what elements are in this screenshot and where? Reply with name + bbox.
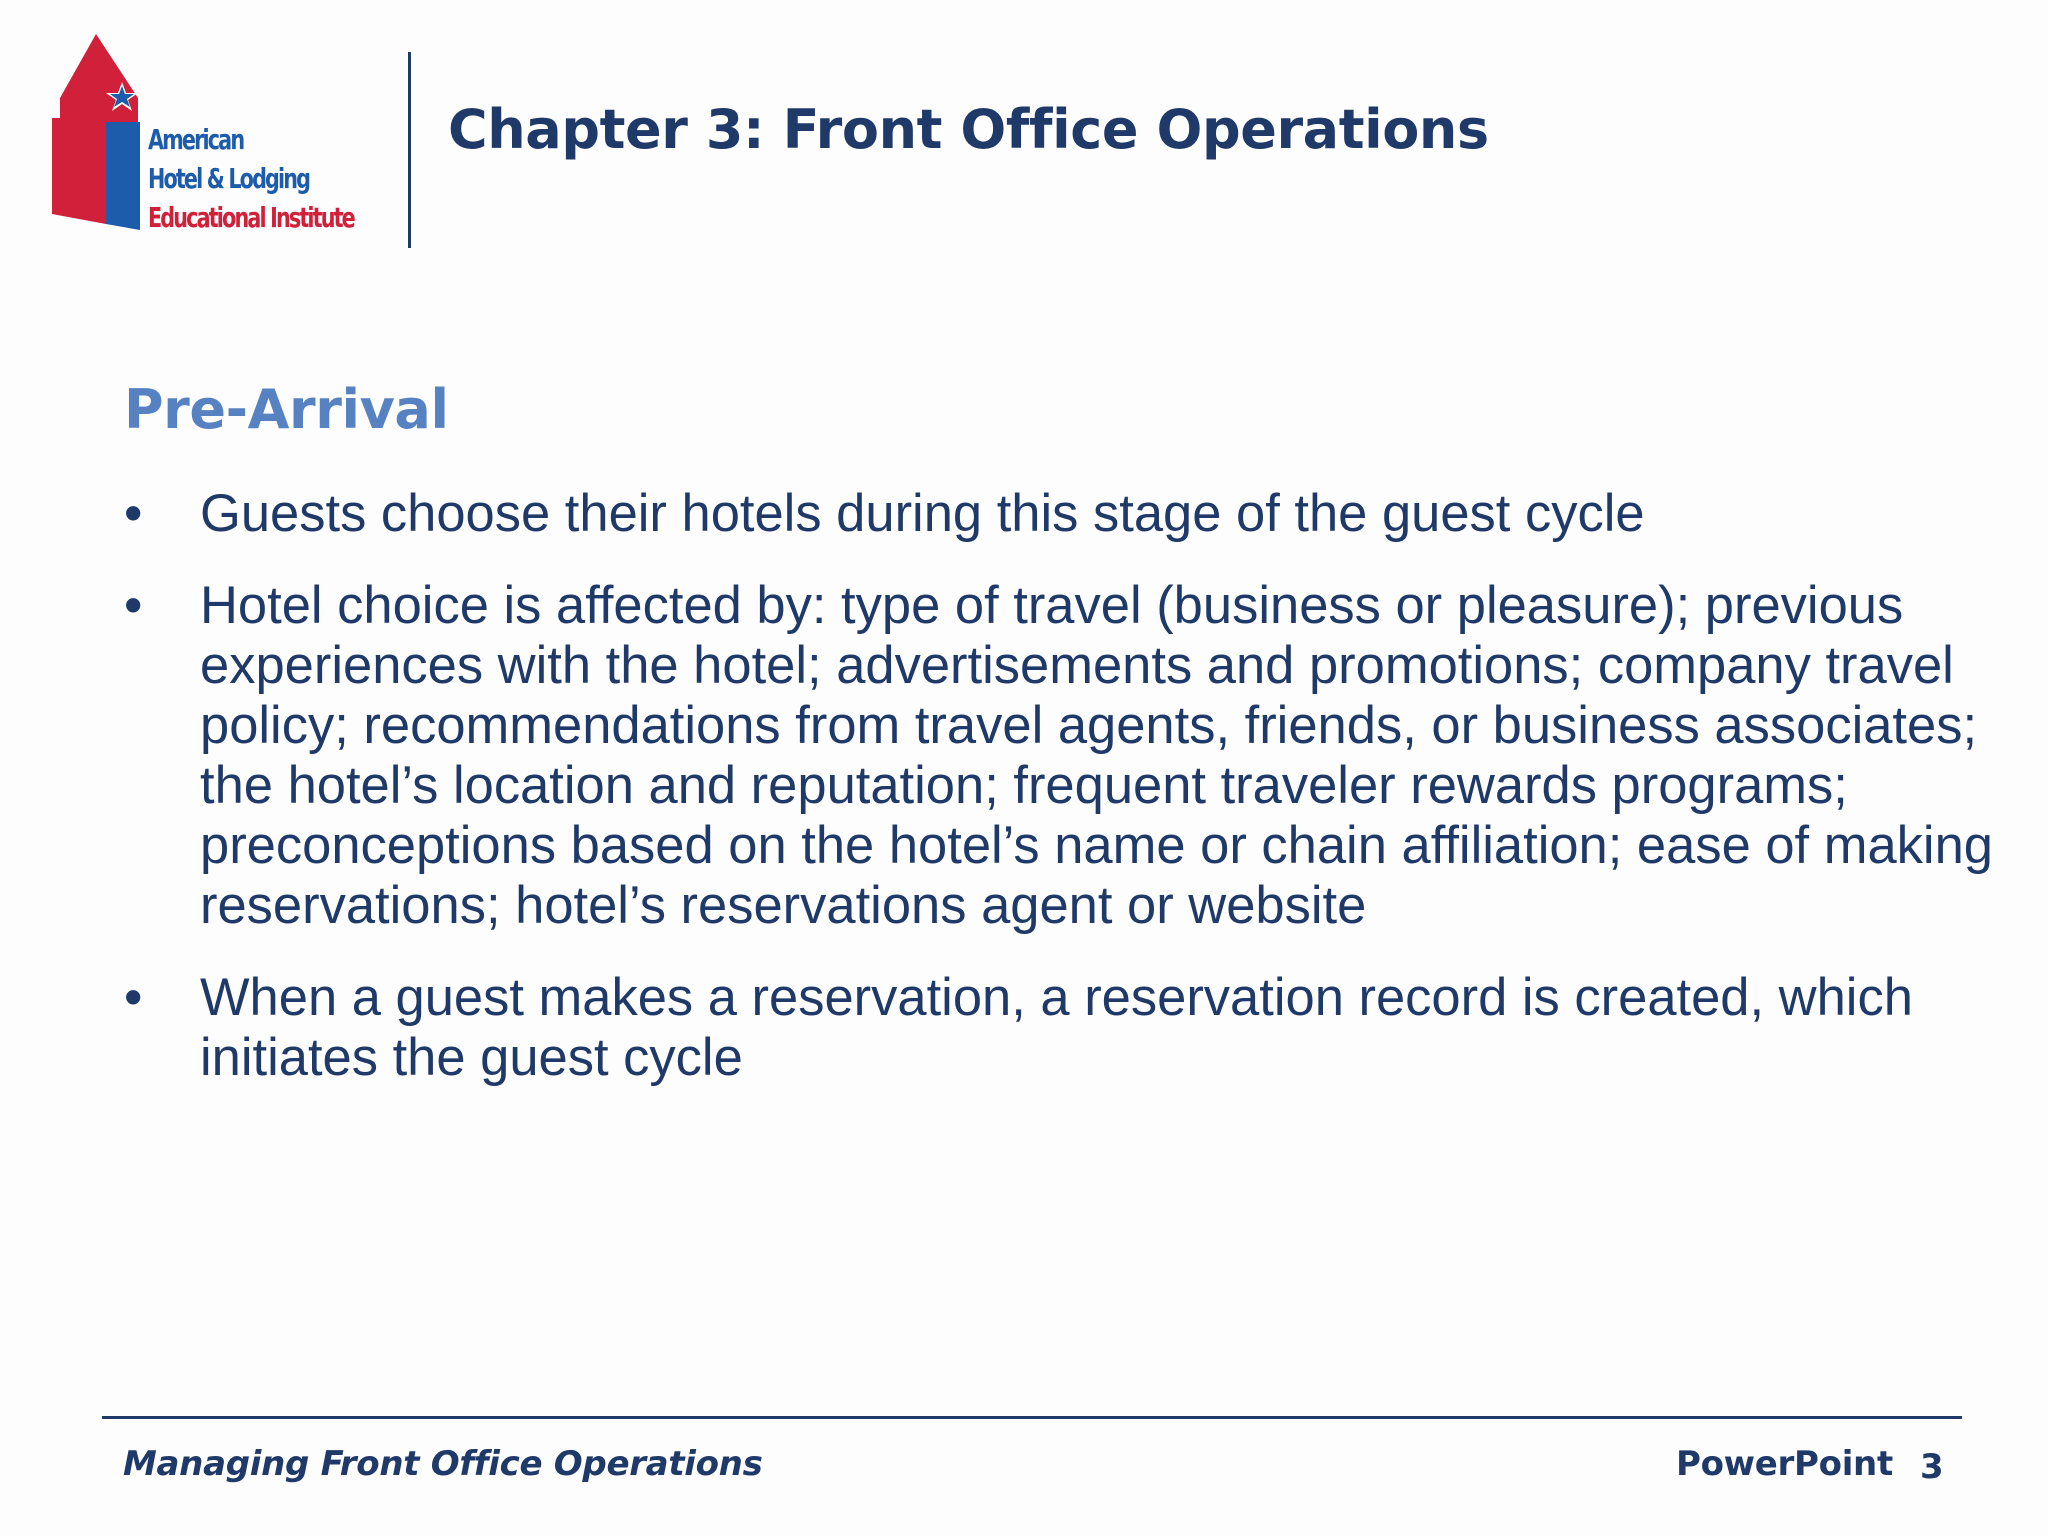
bullet-text: Hotel choice is affected by: type of travel (business or pleasure); previous experiences with the hotel; advertisements and promotions; company travel policy; recommendations from travel agents, friends, or business associates; the hotel’s location and reputation; frequent traveler rewards programs; preconceptions based on the hotel’s name or chain affiliation; ease of making reservations; hotel’s reservations agent or website bbox=[200, 576, 1993, 935]
page-number: 3 bbox=[1920, 1447, 1944, 1487]
bullet-list bbox=[124, 484, 2024, 1120]
house-star-icon bbox=[48, 34, 148, 234]
logo-line-hotel-lodging: Hotel & Lodging bbox=[148, 162, 310, 195]
logo-wordmark bbox=[148, 120, 354, 237]
bullet-item bbox=[124, 968, 2024, 1088]
bullet-text: Guests choose their hotels during this stage of the guest cycle bbox=[200, 484, 1645, 543]
bullet-dot: • bbox=[124, 484, 143, 543]
bullet-item bbox=[124, 576, 2024, 936]
logo-line-american: American bbox=[148, 123, 244, 156]
footer-rule bbox=[102, 1416, 1962, 1419]
bullet-item bbox=[124, 484, 2024, 544]
section-heading: Pre-Arrival bbox=[124, 378, 449, 441]
bullet-dot: • bbox=[124, 576, 143, 635]
footer-course-title: Managing Front Office Operations bbox=[123, 1444, 763, 1484]
chapter-title: Chapter 3: Front Office Operations bbox=[448, 98, 1489, 161]
bullet-dot: • bbox=[124, 968, 143, 1027]
logo-line-educational-institute: Educational Institute bbox=[148, 201, 354, 234]
bullet-text: When a guest makes a reservation, a reservation record is created, which initiates the guest cycle bbox=[200, 968, 1913, 1087]
footer-app-label: PowerPoint bbox=[1676, 1444, 1893, 1484]
ahlei-logo bbox=[48, 34, 388, 254]
header-divider bbox=[408, 52, 411, 248]
